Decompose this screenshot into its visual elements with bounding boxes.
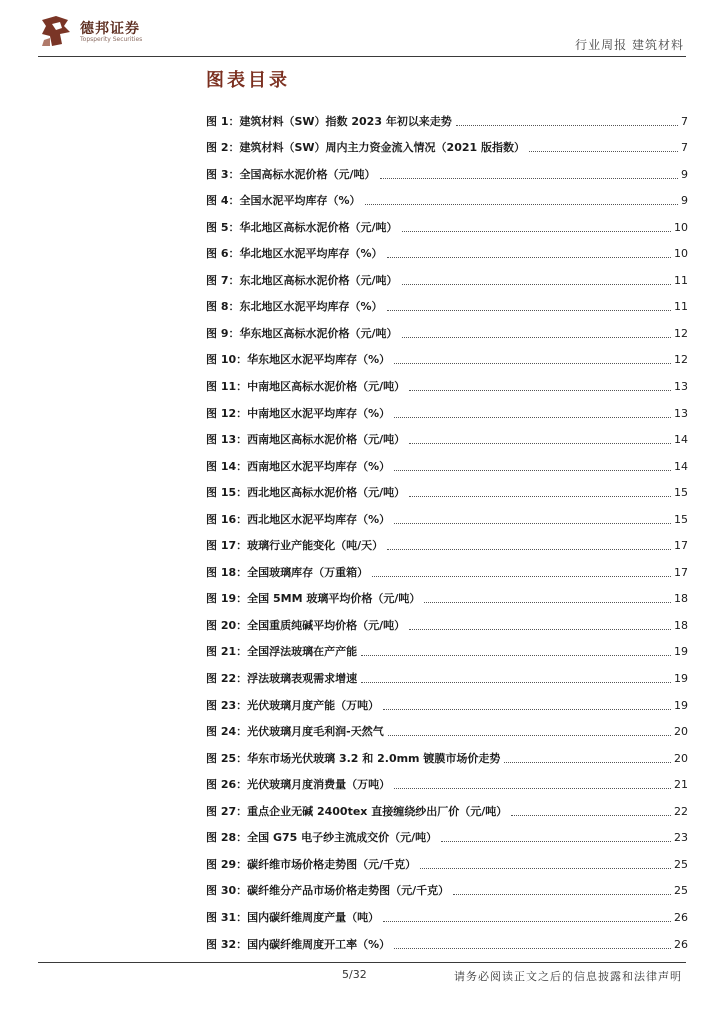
toc-list (206, 102, 688, 952)
toc-entry-page: 19 (674, 645, 688, 659)
toc-entry-label: 图 5：华北地区高标水泥价格（元/吨） (206, 220, 398, 234)
logo-company-name: 德邦证券 (80, 21, 140, 37)
toc-leader-dots (409, 390, 671, 391)
toc-entry-page: 15 (674, 486, 688, 500)
toc-entry-label: 图 4：全国水泥平均库存（%） (206, 194, 361, 208)
toc-entry-page: 12 (674, 353, 688, 367)
toc-entry-label: 图 17：玻璃行业产能变化（吨/天） (206, 539, 384, 553)
toc-leader-dots (383, 709, 671, 710)
toc-entry-label: 图 25：华东市场光伏玻璃 3.2 和 2.0mm 镀膜市场价走势 (206, 751, 501, 765)
toc-entry-label: 图 14：西南地区水泥平均库存（%） (206, 459, 391, 473)
toc-entry-page: 20 (674, 751, 688, 765)
toc-entry-label: 图 29：碳纤维市场价格走势图（元/千克） (206, 857, 417, 871)
toc-leader-dots (504, 762, 671, 763)
toc-leader-dots (529, 151, 678, 152)
toc-entry-label: 图 24：光伏玻璃月度毛利润-天然气 (206, 725, 384, 739)
toc-entry-page: 17 (674, 539, 688, 553)
toc-entry[interactable] (206, 341, 688, 368)
toc-leader-dots (365, 204, 678, 205)
toc-leader-dots (402, 231, 672, 232)
toc-entry[interactable] (206, 739, 688, 766)
toc-leader-dots (420, 868, 671, 869)
toc-leader-dots (380, 178, 679, 179)
toc-entry[interactable] (206, 872, 688, 899)
toc-entry-page: 21 (674, 778, 688, 792)
toc-leader-dots (453, 894, 671, 895)
toc-leader-dots (441, 841, 671, 842)
toc-title: 图表目录 (206, 70, 290, 91)
toc-entry-label: 图 2：建筑材料（SW）周内主力资金流入情况（2021 版指数） (206, 141, 525, 155)
toc-leader-dots (409, 443, 671, 444)
toc-entry[interactable] (206, 155, 688, 182)
toc-entry-label: 图 7：东北地区高标水泥价格（元/吨） (206, 273, 398, 287)
toc-entry-page: 18 (674, 592, 688, 606)
toc-entry-label: 图 19：全国 5MM 玻璃平均价格（元/吨） (206, 592, 421, 606)
toc-entry[interactable] (206, 182, 688, 209)
toc-entry-page: 14 (674, 459, 688, 473)
toc-entry-page: 7 (681, 141, 688, 155)
logo-emblem-icon (38, 14, 74, 48)
toc-leader-dots (383, 921, 671, 922)
toc-leader-dots (372, 576, 671, 577)
toc-entry-page: 19 (674, 698, 688, 712)
toc-entry[interactable] (206, 261, 688, 288)
header-divider (38, 56, 686, 57)
toc-leader-dots (388, 735, 671, 736)
toc-leader-dots (361, 682, 671, 683)
toc-entry[interactable] (206, 659, 688, 686)
toc-entry-label: 图 27：重点企业无碱 2400tex 直接缠绕纱出厂价（元/吨） (206, 804, 508, 818)
toc-entry-page: 25 (674, 884, 688, 898)
toc-entry-page: 13 (674, 406, 688, 420)
toc-entry-label: 图 31：国内碳纤维周度产量（吨） (206, 910, 380, 924)
toc-leader-dots (394, 363, 671, 364)
toc-entry[interactable] (206, 474, 688, 501)
toc-leader-dots (511, 815, 671, 816)
toc-entry-page: 9 (681, 194, 688, 208)
toc-entry[interactable] (206, 447, 688, 474)
toc-entry-label: 图 20：全国重质纯碱平均价格（元/吨） (206, 618, 406, 632)
toc-entry[interactable] (206, 235, 688, 262)
toc-entry[interactable] (206, 314, 688, 341)
toc-entry-page: 11 (674, 273, 688, 287)
toc-entry-page: 11 (674, 300, 688, 314)
toc-entry[interactable] (206, 898, 688, 925)
toc-leader-dots (387, 257, 671, 258)
toc-entry-label: 图 6：华北地区水泥平均库存（%） (206, 247, 383, 261)
toc-leader-dots (424, 602, 671, 603)
toc-entry[interactable] (206, 500, 688, 527)
toc-entry[interactable] (206, 527, 688, 554)
toc-entry-page: 17 (674, 565, 688, 579)
toc-leader-dots (361, 655, 671, 656)
toc-entry-page: 22 (674, 804, 688, 818)
toc-entry-label: 图 10：华东地区水泥平均库存（%） (206, 353, 391, 367)
toc-entry-label: 图 22：浮法玻璃表观需求增速 (206, 672, 358, 686)
toc-entry-label: 图 30：碳纤维分产品市场价格走势图（元/千克） (206, 884, 450, 898)
toc-leader-dots (409, 496, 671, 497)
toc-entry-page: 19 (674, 672, 688, 686)
logo-english-name: Topsperity Securities (80, 36, 143, 43)
toc-entry[interactable] (206, 394, 688, 421)
toc-entry[interactable] (206, 686, 688, 713)
toc-entry-page: 26 (674, 937, 688, 951)
toc-entry[interactable] (206, 819, 688, 846)
toc-entry-page: 7 (681, 114, 688, 128)
toc-entry-page: 13 (674, 380, 688, 394)
toc-entry-label: 图 12：中南地区水泥平均库存（%） (206, 406, 391, 420)
toc-entry-page: 14 (674, 433, 688, 447)
toc-entry[interactable] (206, 633, 688, 660)
toc-entry-page: 23 (674, 831, 688, 845)
footer-divider (38, 962, 686, 963)
toc-entry[interactable] (206, 580, 688, 607)
toc-entry[interactable] (206, 367, 688, 394)
toc-entry-page: 18 (674, 618, 688, 632)
toc-leader-dots (394, 788, 671, 789)
toc-entry[interactable] (206, 102, 688, 129)
toc-entry-page: 12 (674, 326, 688, 340)
toc-entry-label: 图 16：西北地区水泥平均库存（%） (206, 512, 391, 526)
toc-entry-label: 图 26：光伏玻璃月度消费量（万吨） (206, 778, 391, 792)
toc-leader-dots (387, 549, 671, 550)
toc-leader-dots (394, 470, 671, 471)
toc-entry-page: 20 (674, 725, 688, 739)
toc-entry-label: 图 8：东北地区水泥平均库存（%） (206, 300, 383, 314)
toc-entry[interactable] (206, 606, 688, 633)
toc-entry[interactable] (206, 208, 688, 235)
toc-entry[interactable] (206, 845, 688, 872)
report-category: 行业周报 建筑材料 (575, 38, 684, 52)
toc-entry-label: 图 15：西北地区高标水泥价格（元/吨） (206, 486, 406, 500)
page-number: 5/32 (342, 968, 367, 981)
toc-entry-page: 10 (674, 220, 688, 234)
toc-leader-dots (387, 310, 671, 311)
toc-entry[interactable] (206, 713, 688, 740)
toc-entry-label: 图 13：西南地区高标水泥价格（元/吨） (206, 433, 406, 447)
toc-leader-dots (402, 284, 672, 285)
toc-entry-label: 图 18：全国玻璃库存（万重箱） (206, 565, 369, 579)
toc-entry[interactable] (206, 925, 688, 952)
toc-entry-page: 10 (674, 247, 688, 261)
toc-entry-page: 15 (674, 512, 688, 526)
toc-entry-label: 图 11：中南地区高标水泥价格（元/吨） (206, 380, 406, 394)
toc-entry-label: 图 32：国内碳纤维周度开工率（%） (206, 937, 391, 951)
toc-leader-dots (402, 337, 672, 338)
toc-entry-page: 9 (681, 167, 688, 181)
toc-entry-label: 图 3：全国高标水泥价格（元/吨） (206, 167, 376, 181)
toc-entry[interactable] (206, 553, 688, 580)
company-logo (38, 14, 198, 50)
toc-entry[interactable] (206, 288, 688, 315)
toc-entry-label: 图 9：华东地区高标水泥价格（元/吨） (206, 326, 398, 340)
toc-leader-dots (394, 948, 671, 949)
toc-entry[interactable] (206, 792, 688, 819)
toc-leader-dots (409, 629, 671, 630)
toc-entry-label: 图 1：建筑材料（SW）指数 2023 年初以来走势 (206, 114, 452, 128)
toc-entry-label: 图 21：全国浮法玻璃在产产能 (206, 645, 358, 659)
toc-entry-page: 25 (674, 857, 688, 871)
toc-leader-dots (456, 125, 678, 126)
toc-leader-dots (394, 417, 671, 418)
toc-entry[interactable] (206, 766, 688, 793)
toc-entry[interactable] (206, 129, 688, 156)
legal-disclaimer: 请务必阅读正文之后的信息披露和法律声明 (454, 970, 682, 983)
toc-leader-dots (394, 523, 671, 524)
toc-entry-page: 26 (674, 910, 688, 924)
toc-entry-label: 图 23：光伏玻璃月度产能（万吨） (206, 698, 380, 712)
toc-entry[interactable] (206, 421, 688, 448)
toc-entry-label: 图 28：全国 G75 电子纱主流成交价（元/吨） (206, 831, 438, 845)
